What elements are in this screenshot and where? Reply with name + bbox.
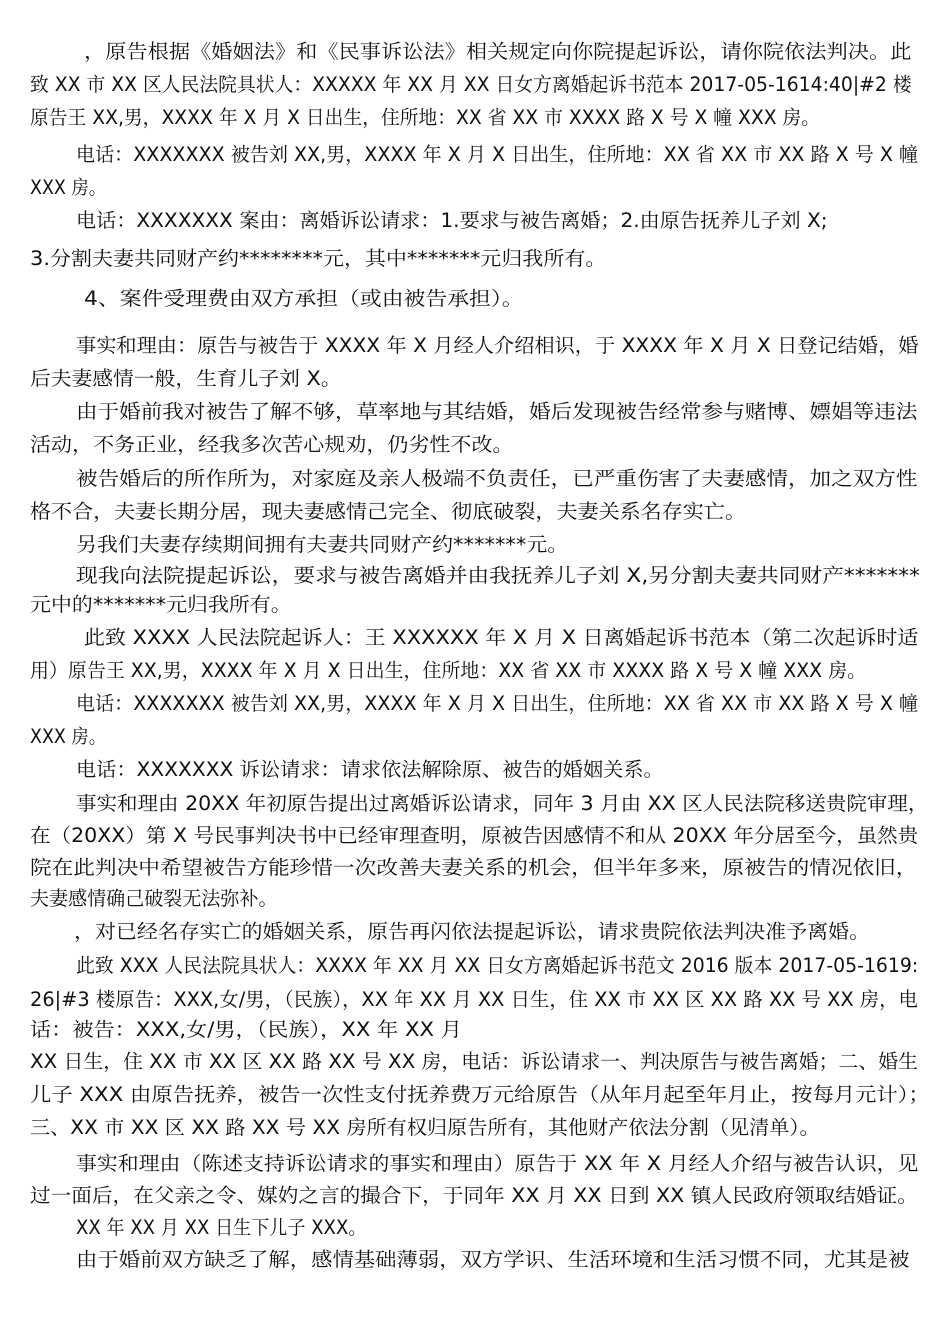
text-line: 26|#3 楼原告：XXX,女/男，（民族），XX 年 XX 月 XX 日生，住 XX 市 XX 区 XX 路 XX 号 XX 房，电 — [30, 988, 918, 1011]
text-line: 三、XX 市 XX 区 XX 路 XX 号 XX 房所有权归原告所有，其他财产依法分割（见清单）。 — [30, 1116, 820, 1139]
text-line: 电话：XXXXXXX 诉讼请求：请求依法解除原、被告的婚姻关系。 — [76, 758, 664, 781]
text-line: 由于婚前我对被告了解不够，草率地与其结婚，婚后发现被告经常参与赌博、嫖娼等违法 — [76, 400, 918, 423]
text-line: 电话：XXXXXXX 被告刘 XX,男，XXXX 年 X 月 X 日出生，住所地：XX 省 XX 市 XX 路 X 号 X 幢 — [76, 143, 919, 166]
text-line: 事实和理由 20XX 年初原告提出过离婚诉讼请求，同年 3 月由 XX 区人民法院移送贵院审理， — [76, 792, 929, 815]
text-line: 元中的*******元归我所有。 — [30, 593, 292, 616]
text-line: 被告婚后的所作所为，对家庭及亲人极端不负责任，已严重伤害了夫妻感情，加之双方性 — [76, 467, 918, 490]
text-line: XX 日生，住 XX 市 XX 区 XX 路 XX 号 XX 房，电话：诉讼请求一、判决原告与被告离婚；二、婚生 — [30, 1050, 918, 1073]
text-line: 现我向法院提起诉讼，要求与被告离婚并由我抚养儿子刘 X,另分割夫妻共同财产******* — [76, 564, 920, 587]
text-line: 后夫妻感情一般，生育儿子刘 X。 — [30, 367, 342, 390]
text-line: 3.分割夫妻共同财产约********元，其中*******元归我所有。 — [30, 247, 607, 270]
text-line: XXX 房。 — [30, 176, 107, 199]
text-line: 电话：XXXXXXX 案由：离婚诉讼请求：1.要求与被告离婚；2.由原告抚养儿子刘 X; — [76, 209, 828, 232]
text-line: 儿子 XXX 由原告抚养，被告一次性支付抚养费万元给原告（从年月起至年月止，按每月元计）； — [30, 1083, 930, 1106]
text-line: 夫妻感情确己破裂无法弥补。 — [30, 887, 278, 910]
text-line: 由于婚前双方缺乏了解，感情基础薄弱，双方学识、生活环境和生活习惯不同，尤其是被 — [76, 1248, 910, 1271]
text-line: 此致 XXX 人民法院具状人：XXXX 年 XX 月 XX 日女方离婚起诉书范文 2016 版本 2017-05-1619: — [76, 954, 919, 977]
text-line: 电话：XXXXXXX 被告刘 XX,男，XXXX 年 X 月 X 日出生，住所地：XX 省 XX 市 XX 路 X 号 X 幢 — [76, 692, 919, 715]
text-line: ，原告根据《婚姻法》和《民事诉讼法》相关规定向你院提起诉讼，请你院依法判决。此 — [84, 40, 912, 63]
text-line: 院在此判决中希望被告方能珍惜一次改善夫妻关系的机会，但半年多来，原被告的情况依旧， — [30, 856, 918, 879]
text-line: 过一面后，在父亲之令、媒妁之言的撮合下，于同年 XX 月 XX 日到 XX 镇人民政府领取结婚证。 — [30, 1184, 918, 1207]
text-line: 活动，不务正业，经我多次苦心规劝，仍劣性不改。 — [30, 433, 514, 456]
text-line: 在（20XX）第 X 号民事判决书中已经审理查明，原被告因感情不和从 20XX 年分居至今，虽然贵 — [30, 824, 919, 847]
text-line: 事实和理由（陈述支持诉讼请求的事实和理由）原告于 XX 年 X 月经人介绍与被告认识，见 — [76, 1152, 919, 1175]
text-line: 用）原告王 XX,男，XXXX 年 X 月 X 日出生，住所地：XX 省 XX 市 XXXX 路 X 号 X 幢 XXX 房。 — [30, 659, 867, 682]
text-line: 另我们夫妻存续期间拥有夫妻共同财产约*******元。 — [76, 533, 569, 556]
text-line: XX 年 XX 月 XX 日生下儿子 XXX。 — [76, 1216, 367, 1239]
text-line: 话：被告：XXX,女/男，（民族），XX 年 XX 月 — [30, 1018, 462, 1041]
text-line: 4、案件受理费由双方承担（或由被告承担）。 — [84, 287, 524, 310]
text-line: 原告王 XX,男，XXXX 年 X 月 X 日出生，住所地：XX 省 XX 市 XXXX 路 X 号 X 幢 XXX 房。 — [30, 106, 821, 129]
text-line: 事实和理由：原告与被告于 XXXX 年 X 月经人介绍相识，于 XXXX 年 X 月 X 日登记结婚，婚 — [76, 334, 919, 357]
text-line: XXX 房。 — [30, 725, 107, 748]
text-line: 格不合，夫妻长期分居，现夫妻感情己完全、彻底破裂，夫妻关系名存实亡。 — [30, 500, 746, 523]
text-line: ，对已经名存实亡的婚姻关系，原告再闪依法提起诉讼，请求贵院依法判决准予离婚。 — [74, 920, 870, 943]
text-line: 此致 XXXX 人民法院起诉人：王 XXXXXX 年 X 月 X 日离婚起诉书范本（第二次起诉时适 — [84, 626, 919, 649]
text-line: 致 XX 市 XX 区人民法院具状人：XXXXX 年 XX 月 XX 日女方离婚起诉书范本 2017-05-1614:40|#2 楼 — [30, 73, 912, 96]
